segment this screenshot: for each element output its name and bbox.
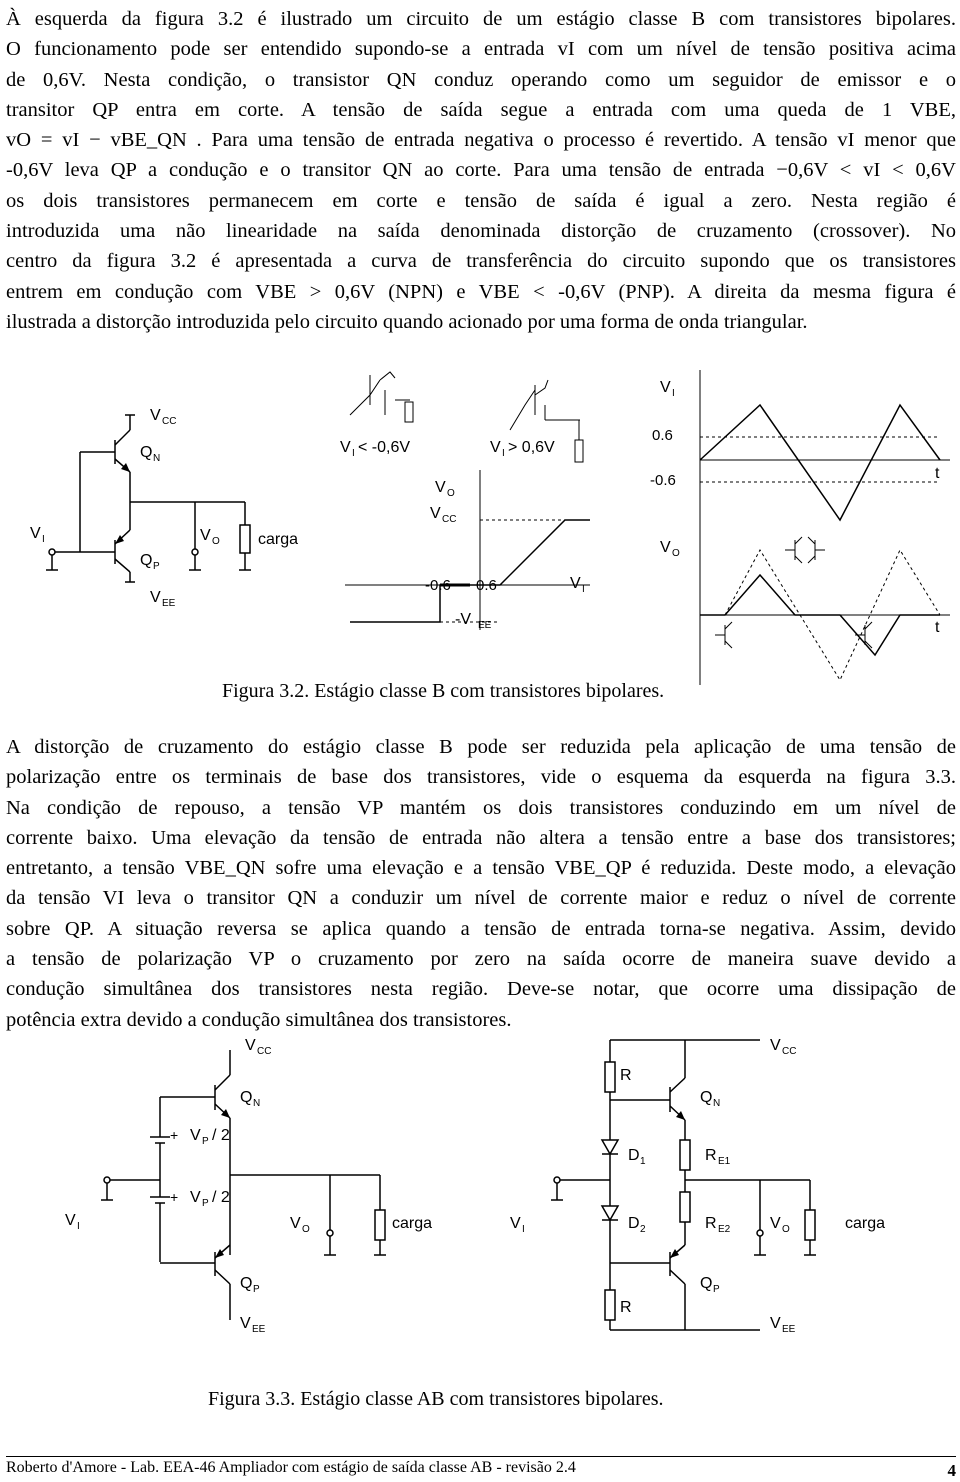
transfer-curve: [340, 372, 590, 631]
svg-text:O: O: [672, 548, 680, 559]
qp-label: Q: [140, 552, 153, 569]
svg-text:R: R: [620, 1299, 632, 1316]
svg-text:EE: EE: [252, 1324, 266, 1335]
svg-text:O: O: [447, 488, 455, 499]
svg-text:carga: carga: [392, 1215, 433, 1232]
svg-text:< -0,6V: < -0,6V: [358, 439, 411, 456]
svg-text:V: V: [770, 1037, 781, 1054]
figure-3-3: [0, 1030, 960, 1360]
class-b-circuit: [30, 407, 298, 609]
text-line: polarização entre os terminais de base dos transistores, vide o esquema da esquerda na figura 3.3.: [6, 766, 956, 789]
crossover-waveforms: [650, 370, 950, 685]
text-line: potência extra devido a condução simultânea dos transistores.: [6, 1008, 512, 1031]
svg-text:t: t: [935, 619, 940, 636]
svg-text:V: V: [490, 439, 501, 456]
battery-biased-circuit: [65, 1037, 432, 1335]
svg-text:V: V: [190, 1127, 201, 1144]
svg-text:P: P: [202, 1198, 209, 1209]
load-resistor: [240, 525, 250, 553]
svg-text:-V: -V: [455, 611, 471, 628]
svg-text:I: I: [42, 534, 45, 545]
svg-text:V: V: [660, 379, 671, 396]
svg-text:1: 1: [640, 1156, 646, 1167]
svg-text:> 0,6V: > 0,6V: [508, 439, 555, 456]
svg-text:EE: EE: [162, 598, 176, 609]
svg-text:V: V: [770, 1315, 781, 1332]
svg-text:/ 2: / 2: [212, 1189, 230, 1206]
svg-text:I: I: [672, 388, 675, 399]
svg-text:V: V: [290, 1215, 301, 1232]
vee-label: V: [150, 589, 161, 606]
text-line: introduzida uma não linearidade na saída denominada distorção de cruzamento (crossover). No: [6, 220, 956, 243]
svg-text:R: R: [705, 1215, 717, 1232]
vo-label: V: [200, 527, 211, 544]
svg-text:I: I: [582, 584, 585, 595]
svg-text:V: V: [510, 1215, 521, 1232]
svg-text:CC: CC: [782, 1046, 797, 1057]
vi-label: V: [30, 525, 41, 542]
text-line: A distorção de cruzamento do estágio classe B pode ser reduzida pela aplicação de uma tensão de: [6, 736, 956, 758]
svg-text:V: V: [245, 1037, 256, 1054]
svg-text:2: 2: [640, 1224, 646, 1235]
figure-3-2-caption: Figura 3.2. Estágio classe B com transistores bipolares.: [222, 680, 665, 702]
text-line: À esquerda da figura 3.2 é ilustrado um circuito de um estágio classe B com transistores bipolares.: [6, 8, 956, 30]
svg-text:N: N: [253, 1098, 261, 1109]
text-line: condução simultânea dos transistores nesta região. Deve-se notar, que ocorre uma dissipação de: [6, 978, 956, 1001]
svg-text:R: R: [620, 1067, 632, 1084]
vcc-label: V: [150, 407, 161, 424]
svg-text:N: N: [713, 1098, 721, 1109]
tick-pos06: 0.6: [476, 577, 497, 594]
svg-text:Q: Q: [240, 1275, 253, 1292]
text-line: entrem em condução com VBE > 0,6V (NPN) e VBE < -0,6V (PNP). A direita da mesma figura é: [6, 280, 956, 303]
svg-text:-0.6: -0.6: [650, 472, 676, 489]
transfer-line: [350, 520, 590, 622]
diode-d1: [602, 1140, 618, 1154]
svg-text:V: V: [660, 539, 671, 556]
svg-text:CC: CC: [162, 416, 177, 427]
svg-text:I: I: [502, 448, 505, 459]
figure-3-2: [0, 360, 960, 700]
text-line: Na condição de repouso, a tensão VP mantém os dois transistores conduzindo em um nível de: [6, 796, 956, 819]
svg-text:I: I: [522, 1224, 525, 1235]
svg-text:V: V: [570, 575, 581, 592]
svg-text:V: V: [190, 1189, 201, 1206]
svg-text:t: t: [935, 465, 940, 482]
svg-text:EE: EE: [782, 1324, 796, 1335]
svg-text:R: R: [705, 1147, 717, 1164]
text-line: sobre QP. A situação reversa se aplica quando a tensão de entrada torna-se negativa. Assim, devido: [6, 917, 956, 940]
diode-biased-circuit: [510, 1037, 885, 1335]
svg-text:O: O: [782, 1224, 790, 1235]
svg-text:V: V: [340, 439, 351, 456]
svg-text:V: V: [435, 479, 446, 496]
text-line: ilustrada a distorção introduzida pelo circuito quando acionado por uma forma de onda triangular.: [6, 310, 808, 333]
svg-text:O: O: [302, 1224, 310, 1235]
svg-text:V: V: [770, 1215, 781, 1232]
svg-text:0.6: 0.6: [652, 427, 673, 444]
svg-text:N: N: [153, 453, 161, 464]
svg-text:+: +: [170, 1189, 179, 1205]
svg-text:O: O: [212, 536, 220, 547]
svg-text:P: P: [153, 561, 160, 572]
diode-d2: [602, 1206, 618, 1220]
figure-3-3-caption: Figura 3.3. Estágio classe AB com transistores bipolares.: [208, 1388, 664, 1410]
text-line: da tensão VI leva o transitor QN a conduzir um nível de corrente maior e reduz o nível de corrente: [6, 887, 956, 910]
svg-text:E1: E1: [718, 1156, 731, 1167]
svg-text:+: +: [170, 1127, 179, 1143]
text-line: os dois transistores permanecem em corte e tensão de saída é igual a zero. Nesta região é: [6, 189, 956, 212]
svg-text:Q: Q: [240, 1089, 253, 1106]
text-line: centro da figura 3.2 é apresentada a curva de transferência do circuito supondo que os transistores: [6, 250, 956, 273]
svg-text:V: V: [430, 505, 441, 522]
paragraph-2: [6, 732, 956, 1035]
svg-text:V: V: [240, 1315, 251, 1332]
svg-text:E2: E2: [718, 1224, 731, 1235]
svg-text:P: P: [713, 1284, 720, 1295]
svg-text:P: P: [202, 1136, 209, 1147]
svg-text:/ 2: / 2: [212, 1127, 230, 1144]
text-line: de 0,6V. Nesta condição, o transistor QN conduz operando como um seguidor de emissor e o: [6, 68, 956, 91]
bias-resistor-bottom: [605, 1290, 615, 1320]
svg-text:Q: Q: [700, 1275, 713, 1292]
svg-text:CC: CC: [257, 1046, 272, 1057]
svg-text:P: P: [253, 1284, 260, 1295]
svg-text:carga: carga: [845, 1215, 886, 1232]
svg-text:EE: EE: [478, 620, 492, 631]
svg-text:Q: Q: [700, 1089, 713, 1106]
bias-resistor-top: [605, 1062, 615, 1092]
svg-text:CC: CC: [442, 514, 457, 525]
qn-label: Q: [140, 444, 153, 461]
paragraph-1: [6, 4, 956, 337]
carga-label: carga: [258, 531, 299, 548]
page-number: 4: [947, 1461, 956, 1480]
svg-text:I: I: [352, 448, 355, 459]
svg-text:V: V: [65, 1212, 76, 1229]
text-line: a tensão de polarização VP o cruzamento por zero na saída ocorre de maneira suave devido a: [6, 948, 956, 971]
text-line: -0,6V leva QP a condução e o transitor QN ao corte. Para uma tensão de entrada −0,6V < vI < 0,6V: [6, 159, 956, 182]
text-line: corrente baixo. Uma elevação da tensão de entrada não altera a tensão entre a base dos transistores;: [6, 826, 956, 849]
footer-text: Roberto d'Amore - Lab. EEA-46 Ampliador com estágio de saída classe AB - revisão 2.4: [6, 1459, 576, 1476]
text-line: transitor QP entra em corte. A tensão de saída segue a entrada com uma queda de 1 VBE,: [6, 98, 956, 121]
svg-text:D: D: [628, 1215, 640, 1232]
page-footer: [6, 1456, 956, 1480]
tick-neg06: -0.6: [425, 577, 451, 594]
text-line: entretanto, a tensão VBE_QN sofre uma elevação e a tensão VBE_QP é reduzida. Deste modo, a elevação: [6, 857, 956, 880]
svg-text:D: D: [628, 1147, 640, 1164]
svg-text:I: I: [77, 1221, 80, 1232]
input-triangle-wave: [700, 405, 940, 520]
text-line: vO = vI − vBE_QN . Para uma tensão de entrada negativa o processo é revertido. A tensão vI menor que: [6, 129, 956, 152]
inset-pnp-circuit: [350, 372, 413, 422]
text-line: O funcionamento pode ser entendido supondo-se a entrada vI com um nível de tensão positiva acima: [6, 38, 956, 61]
